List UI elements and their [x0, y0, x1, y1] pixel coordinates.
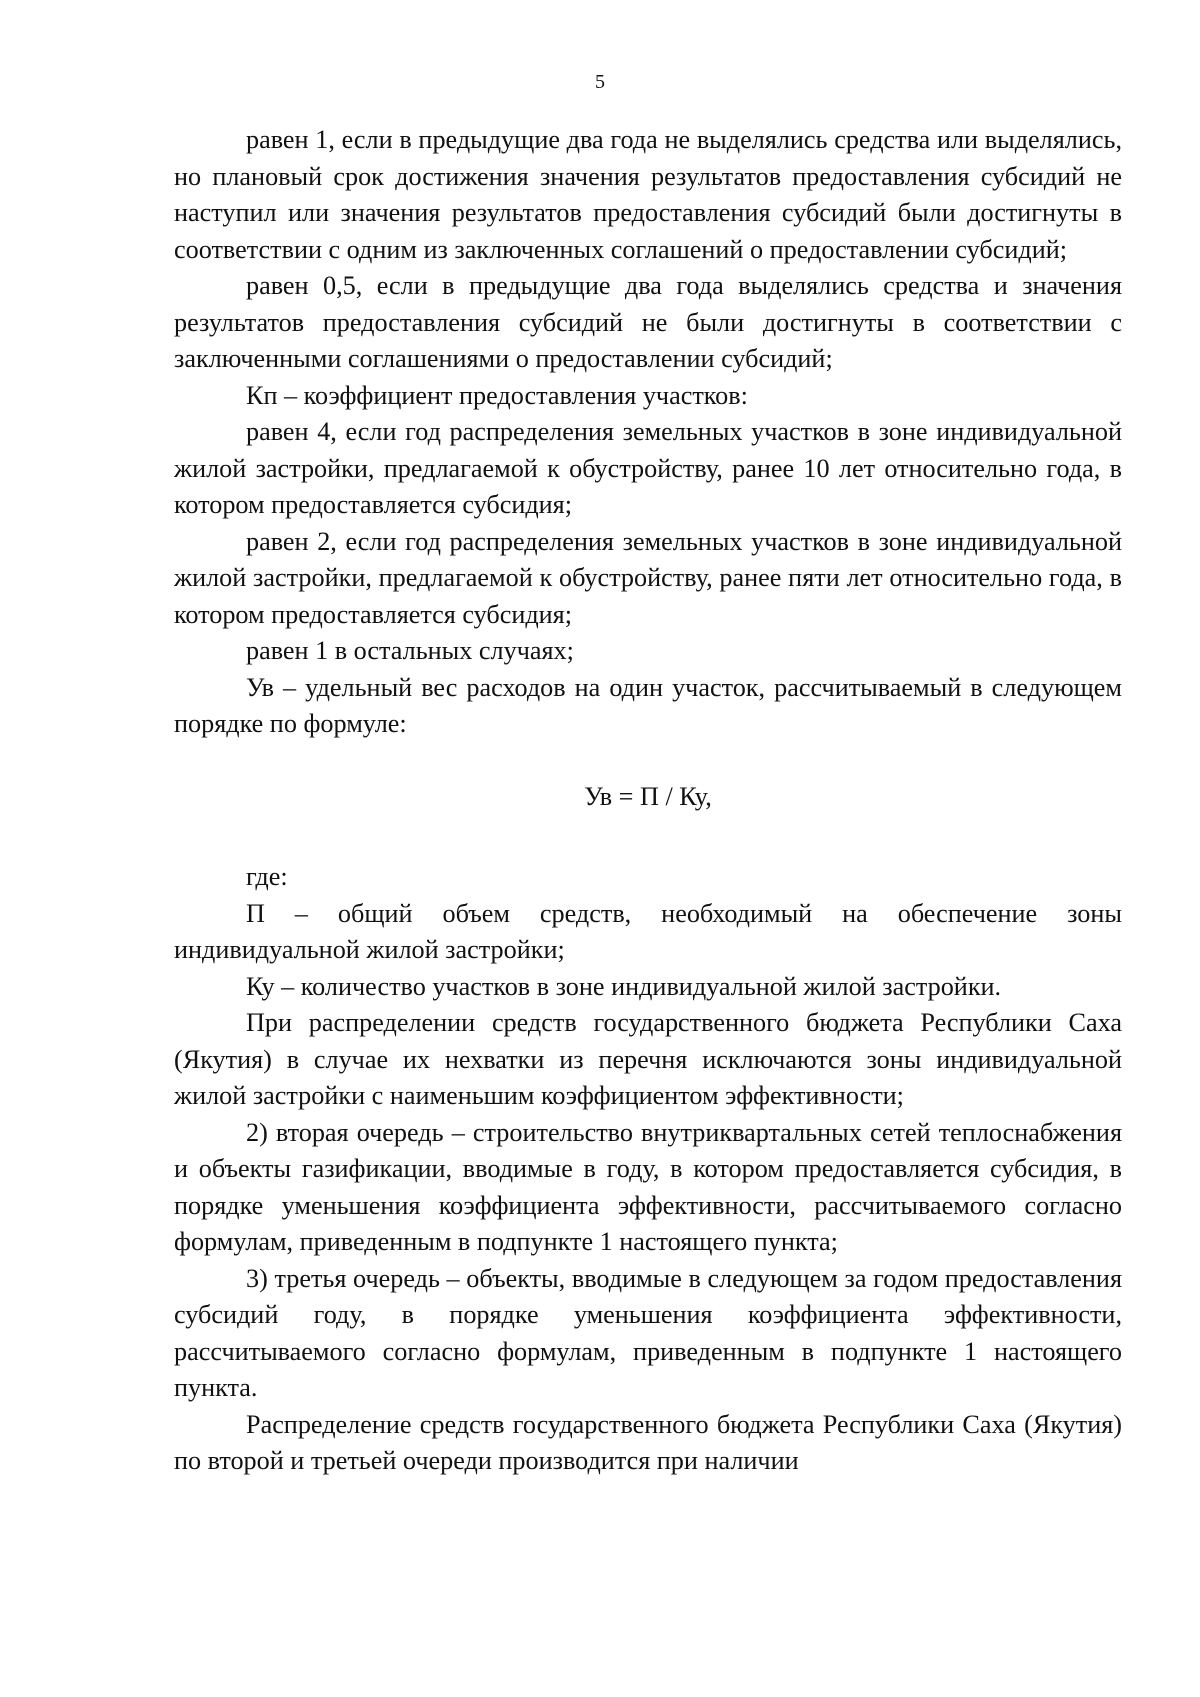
page-number: 5 — [595, 71, 605, 93]
paragraph-p-definition: П – общий объем средств, необходимый на обеспечение зоны индивидуальной жилой застройки; — [174, 898, 1122, 964]
paragraph-ku-definition: Ку – количество участков в зоне индивидуальной жилой застройки. — [246, 971, 1002, 1001]
paragraph-distribution: Распределение средств государственного бюджета Республики Саха (Якутия) по второй и третьей очереди производится при наличии — [174, 1409, 1122, 1475]
paragraph-shortage-rule: При распределении средств государственного бюджета Республики Саха (Якутия) в случае их нехватки из перечня исключаются зоны индивидуальной жилой застройки с наименьшим коэффициентом эффективности; — [174, 1008, 1122, 1110]
document-body — [174, 122, 1122, 1480]
paragraph-kp-equal-1: равен 1 в остальных случаях; — [246, 636, 574, 665]
paragraph-coef-equal-1: равен 1, если в предыдущие два года не выделялись средства или выделялись, но плановый срок достижения значения результатов предоставления субсидий не наступил или значения результатов предоставления субсидий были достигнуты в соответствии с одним из заключенных соглашений о предоставлении субсидий; — [174, 125, 1122, 264]
paragraph-where: где: — [246, 862, 288, 891]
formula-uv: Ув = П / Ку, — [584, 781, 712, 811]
paragraph-second-queue: 2) вторая очередь – строительство внутриквартальных сетей теплоснабжения и объекты газификации, вводимые в году, в котором предоставляется субсидия, в порядке уменьшения коэффициента эффективности, рассчитываемого согласно формулам, приведенным в подпункте 1 настоящего пункта; — [174, 1117, 1122, 1256]
paragraph-kp-equal-4: равен 4, если год распределения земельных участков в зоне индивидуальной жилой застройки, предлагаемой к обустройству, ранее 10 лет относительно года, в котором предоставляется субсидия; — [174, 417, 1122, 519]
paragraph-kp-definition: Кп – коэффициент предоставления участков: — [246, 380, 748, 410]
paragraph-coef-equal-0-5: равен 0,5, если в предыдущие два года выделялись средства и значения результатов предоставления субсидий не были достигнуты в соответствии с заключенными соглашениями о предоставлении субсидий; — [174, 271, 1122, 373]
paragraph-third-queue: 3) третья очередь – объекты, вводимые в следующем за годом предоставления субсидий году, в порядке уменьшения коэффициента эффективности, рассчитываемого согласно формулам, приведенным в подпункте 1 настоящего пункта. — [174, 1263, 1122, 1402]
paragraph-kp-equal-2: равен 2, если год распределения земельных участков в зоне индивидуальной жилой застройки, предлагаемой к обустройству, ранее пяти лет относительно года, в котором предоставляется субсидия; — [174, 526, 1122, 629]
paragraph-uv-definition: Ув – удельный вес расходов на один участок, рассчитываемый в следующем порядке по формуле: — [174, 672, 1122, 738]
